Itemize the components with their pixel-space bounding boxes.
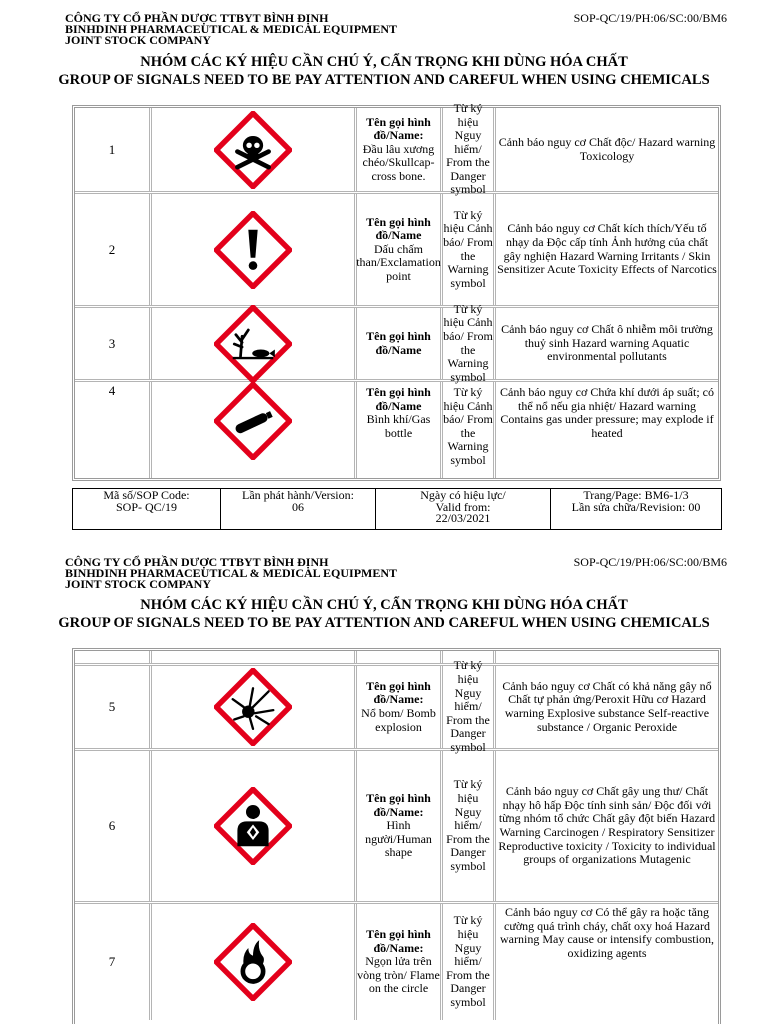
name-label: Tên gọi hình đồ/Name: bbox=[366, 678, 431, 707]
company-name-en: BINHDINH PHARMACEUTICAL & MEDICAL EQUIPMENT bbox=[65, 22, 398, 36]
revision: Lần sửa chữa/Revision: 00 bbox=[571, 499, 701, 514]
document-code: SOP-QC/19/PH:06/SC:00/BM6 bbox=[573, 555, 727, 569]
header-block-1 bbox=[65, 13, 730, 46]
version-value: 06 bbox=[292, 499, 304, 514]
row-number: 6 bbox=[75, 751, 152, 901]
symbols-table-2 bbox=[72, 648, 721, 1024]
table-row bbox=[75, 194, 718, 308]
title-vn: NHÓM CÁC KÝ HIỆU CẦN CHÚ Ý, CẨN TRỌNG KHI DÙNG HÓA CHẤT bbox=[140, 54, 628, 70]
table-row bbox=[75, 301, 718, 384]
page-number: Trang/Page: BM6-1/3 bbox=[583, 488, 689, 502]
pictogram-cell bbox=[152, 194, 357, 305]
name-label: Tên gọi hình đồ/Name: bbox=[366, 791, 431, 819]
pictogram-name: Nổ bom/ Bomb explosion bbox=[361, 706, 436, 734]
company-name-en-2: JOINT STOCK COMPANY bbox=[65, 577, 212, 591]
skull-crossbones-icon bbox=[214, 111, 292, 189]
title-vn: NHÓM CÁC KÝ HIỆU CẦN CHÚ Ý, CẨN TRỌNG KHI DÙNG HÓA CHẤT bbox=[140, 597, 628, 613]
document-code: SOP-QC/19/PH:06/SC:00/BM6 bbox=[573, 11, 727, 25]
hazard-description: Cảnh báo nguy cơ Chất kích thích/Yếu tố nhạy da Độc cấp tính Ảnh hưởng của chất gây nghiện Hazard Warning Irritants / Skin Sensitizer Acute Toxicity Effects of Narcotics bbox=[497, 221, 717, 277]
table-row bbox=[75, 100, 718, 197]
signal-word: Từ ký hiệu Cảnh báo/ From the Warning symbol bbox=[443, 194, 496, 305]
flame-over-circle-icon bbox=[214, 923, 292, 1001]
table-row bbox=[75, 904, 718, 1024]
hazard-description: Cảnh báo nguy cơ Chất ô nhiễm môi trường thuỷ sinh Hazard warning Aquatic environmental pollutants bbox=[501, 322, 713, 364]
table-row bbox=[75, 382, 718, 478]
row-number: 4 bbox=[75, 382, 152, 478]
health-hazard-icon bbox=[214, 787, 292, 865]
name-label: Tên gọi hình đồ/Name: bbox=[366, 114, 431, 143]
signal-word: Từ ký hiệu Nguy hiểm/ From the Danger symbol bbox=[443, 751, 496, 901]
valid-from-label-en: Valid from: bbox=[435, 499, 491, 514]
symbols-table-1 bbox=[72, 100, 721, 481]
pictogram-cell bbox=[152, 904, 357, 1020]
title-en: GROUP OF SIGNALS NEED TO BE PAY ATTENTION AND CAREFUL WHEN USING CHEMICALS bbox=[58, 615, 710, 631]
pictogram-name: Dấu chấm than/Exclamation point bbox=[356, 241, 441, 283]
company-name-vn: CÔNG TY CỔ PHẦN DƯỢC TTBYT BÌNH ĐỊNH bbox=[65, 11, 329, 25]
table-header-row bbox=[75, 651, 718, 666]
company-name-en-2: JOINT STOCK COMPANY bbox=[65, 33, 212, 47]
header-block-2 bbox=[65, 557, 730, 590]
sop-code-value: SOP- QC/19 bbox=[115, 499, 177, 514]
hazard-description: Cảnh báo nguy cơ Có thể gây ra hoặc tăng cường quá trình cháy, chất oxy hoá Hazard warning May cause or intensify combustion, oxidizing agents bbox=[500, 905, 714, 960]
row-number: 1 bbox=[75, 108, 152, 191]
pictogram-cell bbox=[152, 666, 357, 748]
name-label: Tên gọi hình đồ/Name bbox=[366, 328, 431, 357]
environment-icon bbox=[214, 305, 292, 383]
pictogram-cell bbox=[152, 108, 357, 191]
company-name-vn: CÔNG TY CỔ PHẦN DƯỢC TTBYT BÌNH ĐỊNH bbox=[65, 555, 329, 569]
pictogram-name: Bình khí/Gas bottle bbox=[366, 412, 431, 440]
name-label: Tên gọi hình đồ/Name bbox=[366, 385, 431, 413]
pictogram-cell bbox=[152, 308, 357, 379]
hazard-description: Cảnh báo nguy cơ Chất có khả năng gây nổ Chất tự phản ứng/Peroxit Hữu cơ Hazard warning Explosive substance Self-reactive substance / Organic Peroxide bbox=[502, 678, 712, 734]
gas-cylinder-icon bbox=[214, 382, 292, 460]
row-number: 5 bbox=[75, 666, 152, 748]
valid-from-label: Ngày có hiệu lực/ bbox=[420, 488, 506, 502]
signal-word: Từ ký hiệu Cảnh báo/ From the Warning symbol bbox=[443, 308, 496, 379]
exploding-bomb-icon bbox=[214, 668, 292, 746]
sop-code-label: Mã số/SOP Code: bbox=[103, 488, 190, 502]
title-en: GROUP OF SIGNALS NEED TO BE PAY ATTENTION AND CAREFUL WHEN USING CHEMICALS bbox=[58, 72, 710, 88]
hazard-description: Cảnh báo nguy cơ Chất gây ung thư/ Chất nhạy hô hấp Độc tính sinh sản/ Độc đối với từng nhóm tổ chức Chất gây đột biến Hazard Warning Carcinogen / Respiratory Sensitizer Reproductive toxicity / Toxicity to individual groups of organizations Mutagenic bbox=[498, 784, 716, 867]
table-row bbox=[75, 751, 718, 904]
pictogram-name: Hình người/Human shape bbox=[365, 818, 432, 860]
signal-word: Từ ký hiệu Nguy hiểm/ From the Danger symbol bbox=[443, 904, 496, 1020]
table-row bbox=[75, 658, 718, 754]
row-number: 3 bbox=[75, 308, 152, 379]
valid-from-value: 22/03/2021 bbox=[435, 511, 491, 525]
row-number: 2 bbox=[75, 194, 152, 305]
signal-word: Từ ký hiệu Cảnh báo/ From the Warning symbol bbox=[443, 382, 496, 478]
signal-word: Từ ký hiệu Nguy hiểm/ From the Danger symbol bbox=[443, 108, 496, 191]
pictogram-name: Ngọn lửa trên vòng tròn/ Flame on the circle bbox=[357, 954, 440, 996]
pictogram-cell bbox=[152, 382, 357, 478]
signal-word: Từ ký hiệu Nguy hiểm/ From the Danger symbol bbox=[443, 666, 496, 748]
pictogram-name: Đầu lâu xương chéo/Skullcap-cross bone. bbox=[362, 141, 435, 183]
pictogram-cell bbox=[152, 751, 357, 901]
hazard-description: Cảnh báo nguy cơ Chất độc/ Hazard warning Toxicology bbox=[498, 134, 716, 163]
document-footer bbox=[72, 488, 722, 530]
version-label: Lần phát hành/Version: bbox=[242, 488, 354, 502]
company-name-en: BINHDINH PHARMACEUTICAL & MEDICAL EQUIPMENT bbox=[65, 566, 398, 580]
hazard-description: Cảnh báo nguy cơ Chứa khí dưới áp suất; có thể nổ nếu gia nhiệt/ Hazard warning Contains gas under pressure; may explode if heated bbox=[500, 385, 714, 440]
row-number: 7 bbox=[75, 904, 152, 1020]
exclamation-mark-icon bbox=[214, 211, 292, 289]
name-label: Tên gọi hình đồ/Name bbox=[366, 214, 431, 243]
name-label: Tên gọi hình đồ/Name: bbox=[366, 927, 431, 955]
